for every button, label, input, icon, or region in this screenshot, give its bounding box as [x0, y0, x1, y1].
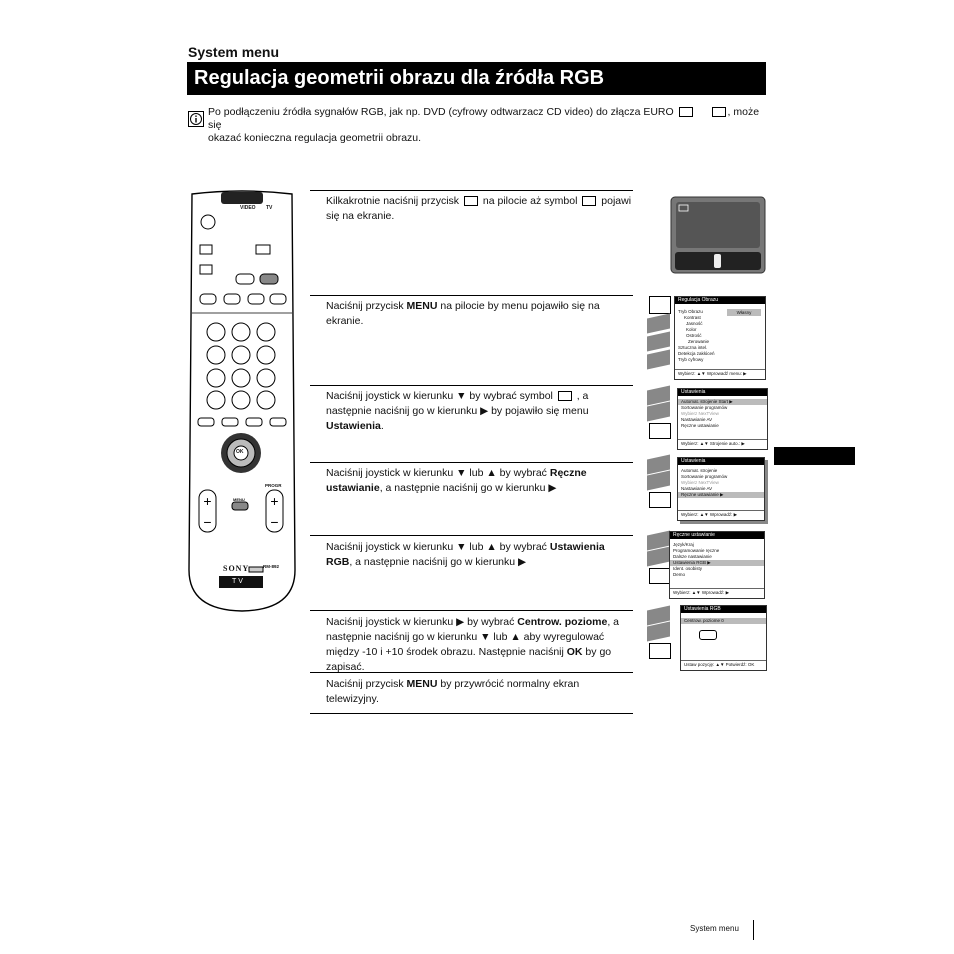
settings-tab-icon — [649, 423, 671, 439]
section-label: System menu — [188, 44, 280, 60]
step-1: Kilkakrotnie naciśnij przycisk na pilocie aż symbol pojawi się na ekranie. — [326, 195, 632, 222]
step-7: Naciśnij przycisk MENU by przywrócić normalny ekran telewizyjny. — [326, 678, 580, 705]
menu-button — [232, 502, 248, 510]
menu1-value: Własny — [727, 309, 761, 316]
step-6: Naciśnij joystick w kierunku ▶ by wybrać Centrow. poziome, a następnie naciśnij go w kierunku ▼ lub ▲ aby wyregulować między -10 i +10 środek obrazu. Następnie naciśnij OK by go zapisać. — [326, 616, 620, 673]
menu-screen-1: Regulacja Obrazu Własny Tryb Obrazu Kontrast Jasność Kolor Ostrość Zerowanie Sztuczna intel. Detekcja zakłóceń Tryb cyfrowy Wybierz: ▲▼ Wprowadź menu: ▶ — [674, 296, 766, 380]
step-4: Naciśnij joystick w kierunku ▼ lub ▲ by wybrać Ręczne ustawianie, a następnie naciśnij go w kierunku ▶ — [326, 467, 587, 494]
svg-text:+: + — [270, 493, 279, 509]
intro-line1-tail: , może się — [208, 106, 760, 131]
step-3: Naciśnij joystick w kierunku ▼ by wybrać symbol , a następnie naciśnij go w kierunku ▶ by pojawiło się menu Ustawienia. — [326, 390, 589, 432]
input-icon-2 — [582, 196, 596, 206]
program-rocker — [266, 490, 283, 532]
svg-text:+: + — [203, 493, 212, 509]
remote-ok-label: OK — [236, 449, 244, 455]
rule-1 — [310, 190, 633, 191]
footer-divider — [753, 920, 754, 940]
page-title: Regulacja geometrii obrazu dla źródła RGB — [187, 62, 766, 95]
volume-rocker — [199, 490, 216, 532]
tv-illustration — [670, 196, 766, 274]
remote-menu-label: MENU — [233, 497, 245, 502]
svg-text:−: − — [270, 514, 279, 530]
remote-model-label: RM-892 — [263, 564, 280, 569]
rule-3 — [310, 385, 633, 386]
remote-progr-label: PROGR — [265, 483, 282, 488]
menu1-head: Regulacja Obrazu — [675, 297, 765, 304]
footer-text: System menu — [690, 924, 739, 933]
remote-brand-label: SONY — [223, 564, 250, 573]
centering-icon — [699, 630, 717, 640]
menu-screen-5: Ustawienia RGB Centrow. poziome 0 Ustaw pozycję: ▲▼ Potwierdź: OK — [680, 605, 767, 671]
picture-tab-icon — [649, 296, 671, 314]
step-2: Naciśnij przycisk MENU na pilocie by menu pojawiło się na ekranie. — [326, 300, 600, 327]
rule-5 — [310, 535, 633, 536]
remote-control — [186, 190, 298, 614]
menu-tabs-5 — [647, 608, 673, 672]
menu-screen-3: Ustawienia Automat. strojenie Sortowanie programów Wybierz NexTView Nastawianie AV Ręczne ustawianie ▶ Wybierz: ▲▼ Wprowadź: ▶ — [677, 457, 765, 521]
rule-4 — [310, 462, 633, 463]
remote-tv-badge: TV — [232, 578, 245, 585]
settings-icon — [558, 391, 572, 401]
chapter-tab — [774, 447, 855, 465]
intro-text — [208, 106, 764, 145]
step-5: Naciśnij joystick w kierunku ▼ lub ▲ by wybrać Ustawienia RGB, a następnie naciśnij go w kierunku ▶ — [326, 541, 605, 568]
intro-line2: okazać konieczna regulacja geometrii obrazu. — [208, 132, 422, 144]
svg-text:−: − — [203, 514, 212, 530]
menu-tabs-2 — [647, 388, 673, 448]
input-icon — [464, 196, 478, 206]
euro-input-icon — [679, 107, 693, 117]
intro-line1: Po podłączeniu źródła sygnałów RGB, jak np. DVD (cyfrowy odtwarzacz CD video) do złącza EURO — [208, 106, 674, 118]
menu-screen-2: Ustawienia Automat. strojenie Start ▶ Sortowanie programów Wybierz NexTView Nastawianie AV Ręczne ustawianie Wybierz: ▲▼ Strojenie auto.: ▶ — [677, 388, 768, 450]
menu-tabs-3 — [647, 457, 673, 521]
euro-input-icon-2 — [712, 107, 726, 117]
remote-video-label: VIDEO — [240, 205, 256, 211]
remote-tv-label: TV — [266, 205, 273, 211]
rule-6 — [310, 610, 633, 611]
rule-2 — [310, 295, 633, 296]
menu-screen-4: Ręczne ustawianie Język/Kraj Programowanie ręczne Dalsze nastawianie Ustawienia RGB ▶ Ident. osobisty Demo Wybierz: ▲▼ Wprowadź: ▶ — [669, 531, 765, 599]
info-icon — [188, 111, 204, 127]
menu-tabs-1 — [647, 296, 673, 376]
rule-8 — [310, 713, 633, 714]
